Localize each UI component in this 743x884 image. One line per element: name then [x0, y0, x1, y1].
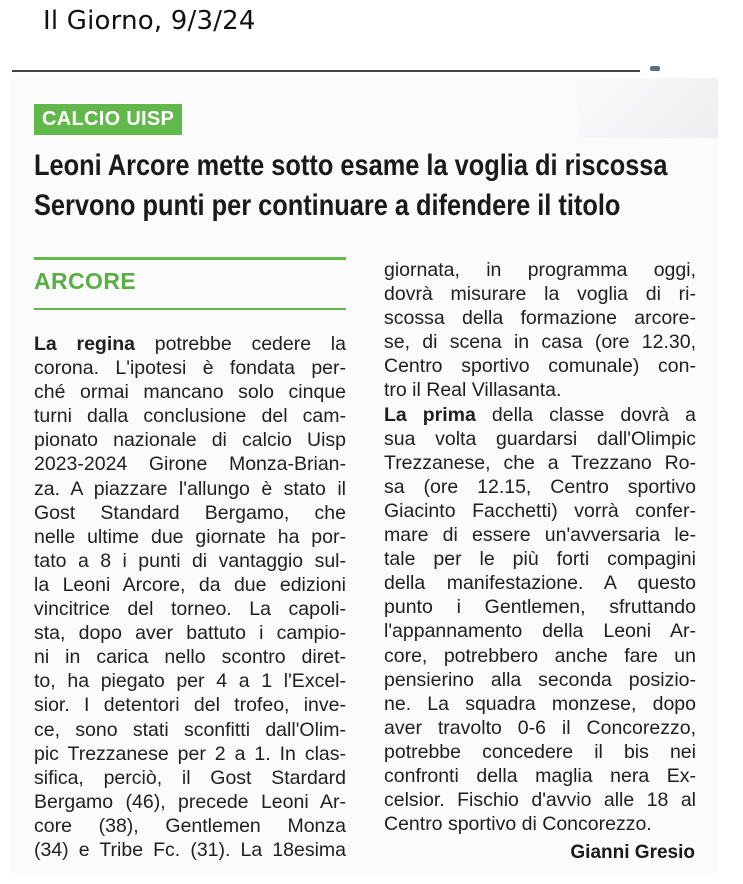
body-column-left — [34, 332, 346, 862]
body-text-line: ce, sono stati sconfitti dall'Olim- — [34, 718, 346, 741]
body-text-line: aver travolto 0-6 il Concorezzo, — [384, 716, 696, 739]
body-text-line: giornata, in programma oggi, — [384, 259, 696, 281]
body-text-line: celsior. Fischio d'avvio alle 18 al — [384, 789, 696, 812]
body-text-line: la Leoni Arcore, da due edizioni — [34, 573, 346, 596]
body-text-line: tale per le più forti compagini — [384, 548, 696, 571]
body-text-line: 2023-2024 Girone Monza-Brian- — [34, 453, 346, 476]
body-text-line: sta, dopo aver battuto i campio- — [34, 622, 346, 645]
body-text-line: della manifestazione. A questo — [384, 572, 696, 595]
body-text-line: tato a 8 i punti di vantaggio sul- — [34, 549, 346, 572]
clipping-shadow — [578, 78, 718, 138]
lead-continuation: della classe dovrà a — [475, 403, 696, 426]
body-text-line: sa (ore 12.15, Centro sportivo — [384, 475, 696, 498]
body-text-line: (34) e Tribe Fc. (31). La 18esima — [34, 838, 346, 861]
body-text-line: dovrà misurare la voglia di ri- — [384, 283, 696, 306]
body-text-line: ni in carica nello scontro diret- — [34, 646, 346, 669]
body-text-line: confronti della maglia nera Ex- — [384, 764, 696, 787]
body-column-right — [384, 258, 696, 836]
top-divider-mark — [650, 66, 660, 71]
body-text-line: Giacinto Facchetti) vorrà confer- — [384, 499, 696, 522]
location-label: ARCORE — [34, 268, 137, 294]
top-divider — [12, 70, 640, 72]
body-text-line — [384, 403, 696, 427]
body-text-line: Centro sportivo di Concorezzo. — [384, 813, 652, 836]
body-text-line: tro il Real Villasanta. — [384, 379, 562, 402]
lead-phrase: La regina — [34, 333, 136, 355]
body-text-line: potrebbe concedere il bis nei — [384, 740, 696, 763]
body-text-line — [34, 332, 346, 356]
section-tag: CALCIO UISP — [34, 104, 182, 135]
headline-line-1: Leoni Arcore mette sotto esame la voglia di riscossa — [34, 149, 668, 182]
body-text-line: core, potrebbero anche fare un — [384, 644, 696, 667]
headline-line-2: Servono punti per continuare a difendere il titolo — [34, 189, 621, 222]
header-caption: Il Giorno, 9/3/24 — [43, 6, 256, 36]
body-text-line: pionato nazionale di calcio Uisp — [34, 429, 346, 452]
location-rule-top — [34, 257, 346, 260]
body-text-line: ché ormai mancano solo cinque — [34, 381, 346, 404]
body-text-line: za. A piazzare l'allungo è stato il — [34, 477, 346, 500]
body-text-line: sior. I detentori del trofeo, inve- — [34, 694, 346, 717]
body-text-line: punto i Gentlemen, sfruttando — [384, 596, 696, 619]
body-text-line: scossa della formazione arcore- — [384, 307, 696, 330]
byline: Gianni Gresio — [570, 842, 695, 863]
body-text-line: Centro sportivo comunale) con- — [384, 355, 696, 378]
body-text-line: mare di essere un'avversaria le- — [384, 524, 696, 547]
body-text-line: corona. L'ipotesi è fondata per- — [34, 357, 346, 380]
body-text-line: Trezzanese, che a Trezzano Ro- — [384, 451, 696, 474]
body-text-line: pic Trezzanese per 2 a 1. In clas- — [34, 742, 346, 765]
body-text-line: nelle ultime due giornate ha por- — [34, 525, 346, 548]
headline — [34, 146, 668, 226]
body-text-line: sua volta guardarsi dall'Olimpic — [384, 427, 696, 450]
body-text-line: l'appannamento della Leoni Ar- — [384, 620, 696, 643]
body-text-line: sifica, perciò, il Gost Stardard — [34, 766, 346, 789]
lead-phrase: La prima — [384, 403, 476, 426]
body-text-line: Gost Standard Bergamo, che — [34, 501, 346, 524]
body-text-line: core (38), Gentlemen Monza — [34, 814, 346, 837]
lead-continuation: potrebbe cedere la — [135, 333, 346, 355]
body-text-line: Bergamo (46), precede Leoni Ar- — [34, 790, 346, 813]
body-text-line: se, di scena in casa (ore 12.30, — [384, 331, 696, 354]
body-text-line: turni dalla conclusione del cam- — [34, 405, 346, 428]
body-text-line: to, ha piegato per 4 a 1 l'Excel- — [34, 670, 346, 693]
body-text-line: pensierino alla seconda posizio- — [384, 668, 696, 691]
body-text-line: vincitrice del torneo. La capoli- — [34, 598, 346, 621]
body-text-line: ne. La squadra monzese, dopo — [384, 692, 696, 715]
location-rule-bottom — [34, 308, 346, 310]
